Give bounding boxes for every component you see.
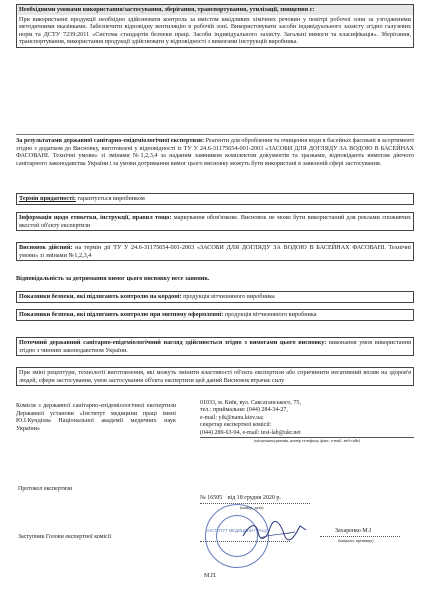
changes-text: При зміні рецептури, технології виготовлення, які можуть змінити властивості об'єкта експертизи або спричинити негативний вплив на здоров'я людей, сфери застосування, умов застосування об'єкта експертизи цей даний Висновок втрачає силу [19, 369, 411, 384]
protocol-caption: (номер, дата) [240, 505, 264, 510]
commission-secretary-contact: (044) 289-63-94, e-mail: test-lab@ukr.net [200, 430, 414, 438]
expertise-results-heading: За результатами державної санітарно-епідеміологічної експертизи: [16, 137, 205, 144]
labeling-value: маркування обов'язкове. Висновок не може бути використаний для реклами споживчих якостей об'єкту експертизи [19, 214, 411, 229]
border-control-section [16, 291, 414, 303]
commission-phone: тел.: приймальня: (044) 284-34-27, [200, 407, 288, 414]
usage-conditions-text: При використанні продукції необхідно здійснювати контроль за вмістом шкідливих хімічних речовин у повітрі робочої зони за узгодженими методичними вказівками. Забезпечити відповідну вентиляцію в робочій зоні. Використовувати засоби індивідуального захисту згідно галузевих норм та ДСТУ 7239:2011 «Система стандартів безпеки праці. Засоби індивідуального захисту. Загальні вимоги та класифікація». Зберігання, транспортування, використання продукції здійснювати у відповідності з вимогами інструкцій виробника. [19, 15, 411, 46]
validity-label: Висновок дійсний: [19, 244, 73, 251]
customs-control-value: продукція вітчизняного виробника [224, 311, 317, 318]
responsibility-section: Відповідальність за дотримання вимог цього висновку несе заявник. [16, 275, 210, 282]
customs-control-section [16, 309, 414, 321]
validity-value: на термін дії ТУ У 24.6-31175654-001-2003 «ЗАСОБИ ДЛЯ ДОГЛЯДУ ЗА ВОДОЮ В БАСЕЙНАХ ФАСОВАНІ. Технічні умови» зі змінами №1,2,3,4 [19, 244, 411, 259]
name-caption: (ініціали, прізвище) [338, 538, 374, 543]
commission-contact-caption: (місцезнаходження, номер телефону, факс, e-mail, веб-сайт) [253, 438, 361, 444]
supervision-value: виконання умов використання згідно з чинним законодавством України. [19, 339, 412, 354]
shelf-life-label: Термін придатності: [19, 195, 76, 202]
deputy-label: Заступник Голови експертної комісії [18, 534, 112, 540]
labeling-label: Інформація щодо етикетки, інструкції, правил тощо: [19, 214, 172, 221]
supervision-section [16, 337, 414, 356]
protocol-number: № 16505 [200, 495, 223, 501]
border-control-label: Показники безпеки, які підлягають контролю на кордоні: [19, 293, 182, 300]
customs-control-label: Показники безпеки, які підлягають контролю при митному оформленні: [19, 311, 224, 318]
protocol-label: Протокол експертизи [18, 486, 73, 492]
seal-label: М.П. [204, 573, 217, 579]
usage-conditions-heading: Необхідними умовами використання/застосування, зберігання, транспортування, утилізації, знищення є: [17, 5, 413, 15]
protocol-number-date [200, 495, 320, 502]
protocol-date: від 18 грудня 2020 р. [227, 495, 281, 501]
expertise-results-text: Реагенти для оброблення та очищення води в басейнах фасовані в асортименті згідно з додатком до Висновку, виготовлені у відповідності із ТУ У 24.6-31175654-001-2003 «ЗАСОБИ ДЛЯ ДОГЛЯДУ ЗА ВОДОЮ В БАСЕЙНАХ ФАСОВАНІ. Технічні умови» зі змінами №1,2,3,4 за наданим заявником комплектом документів та зразками, відповідають вимогам діючого санітарного законодавства України і за умови дотримання вимог цього висновку можуть бути використані в заявленій сфері застосування. [16, 137, 415, 167]
commission-contacts [200, 400, 414, 443]
expertise-results-section [16, 137, 414, 167]
commission-email: e-mail: yik@nanu.kiev.ua; [200, 414, 264, 421]
commission-address: 01033, м. Київ, вул. Саксаганського, 75, [200, 400, 301, 406]
shelf-life-section [16, 193, 414, 205]
border-control-value: продукція вітчизняного виробника [183, 293, 275, 300]
usage-conditions-section [16, 4, 414, 48]
supervision-label: Поточний державний санітарно-епідеміологічний нагляд здійснюється згідно з вимогами цього висновку: [19, 339, 327, 346]
deputy-name: Захаренко М.І [335, 528, 372, 534]
validity-section [16, 242, 414, 261]
official-seal-text: ІНСТИТУТ МЕДИЦИНИ ПРАЦІ [207, 528, 267, 533]
changes-section [16, 367, 414, 386]
shelf-life-value: гарантується виробником [77, 195, 145, 202]
divider [16, 134, 414, 135]
handwritten-signature [240, 520, 310, 542]
labeling-section [16, 212, 414, 231]
commission-secretary: секретар експертної комісії: [200, 422, 272, 429]
commission-name: Комісія з державної санітарно-епідеміологічної експертизи Державної установи «Інститут медицини праці імені Ю.І.Кундієва Національної академії медичних наук України» [16, 402, 176, 432]
